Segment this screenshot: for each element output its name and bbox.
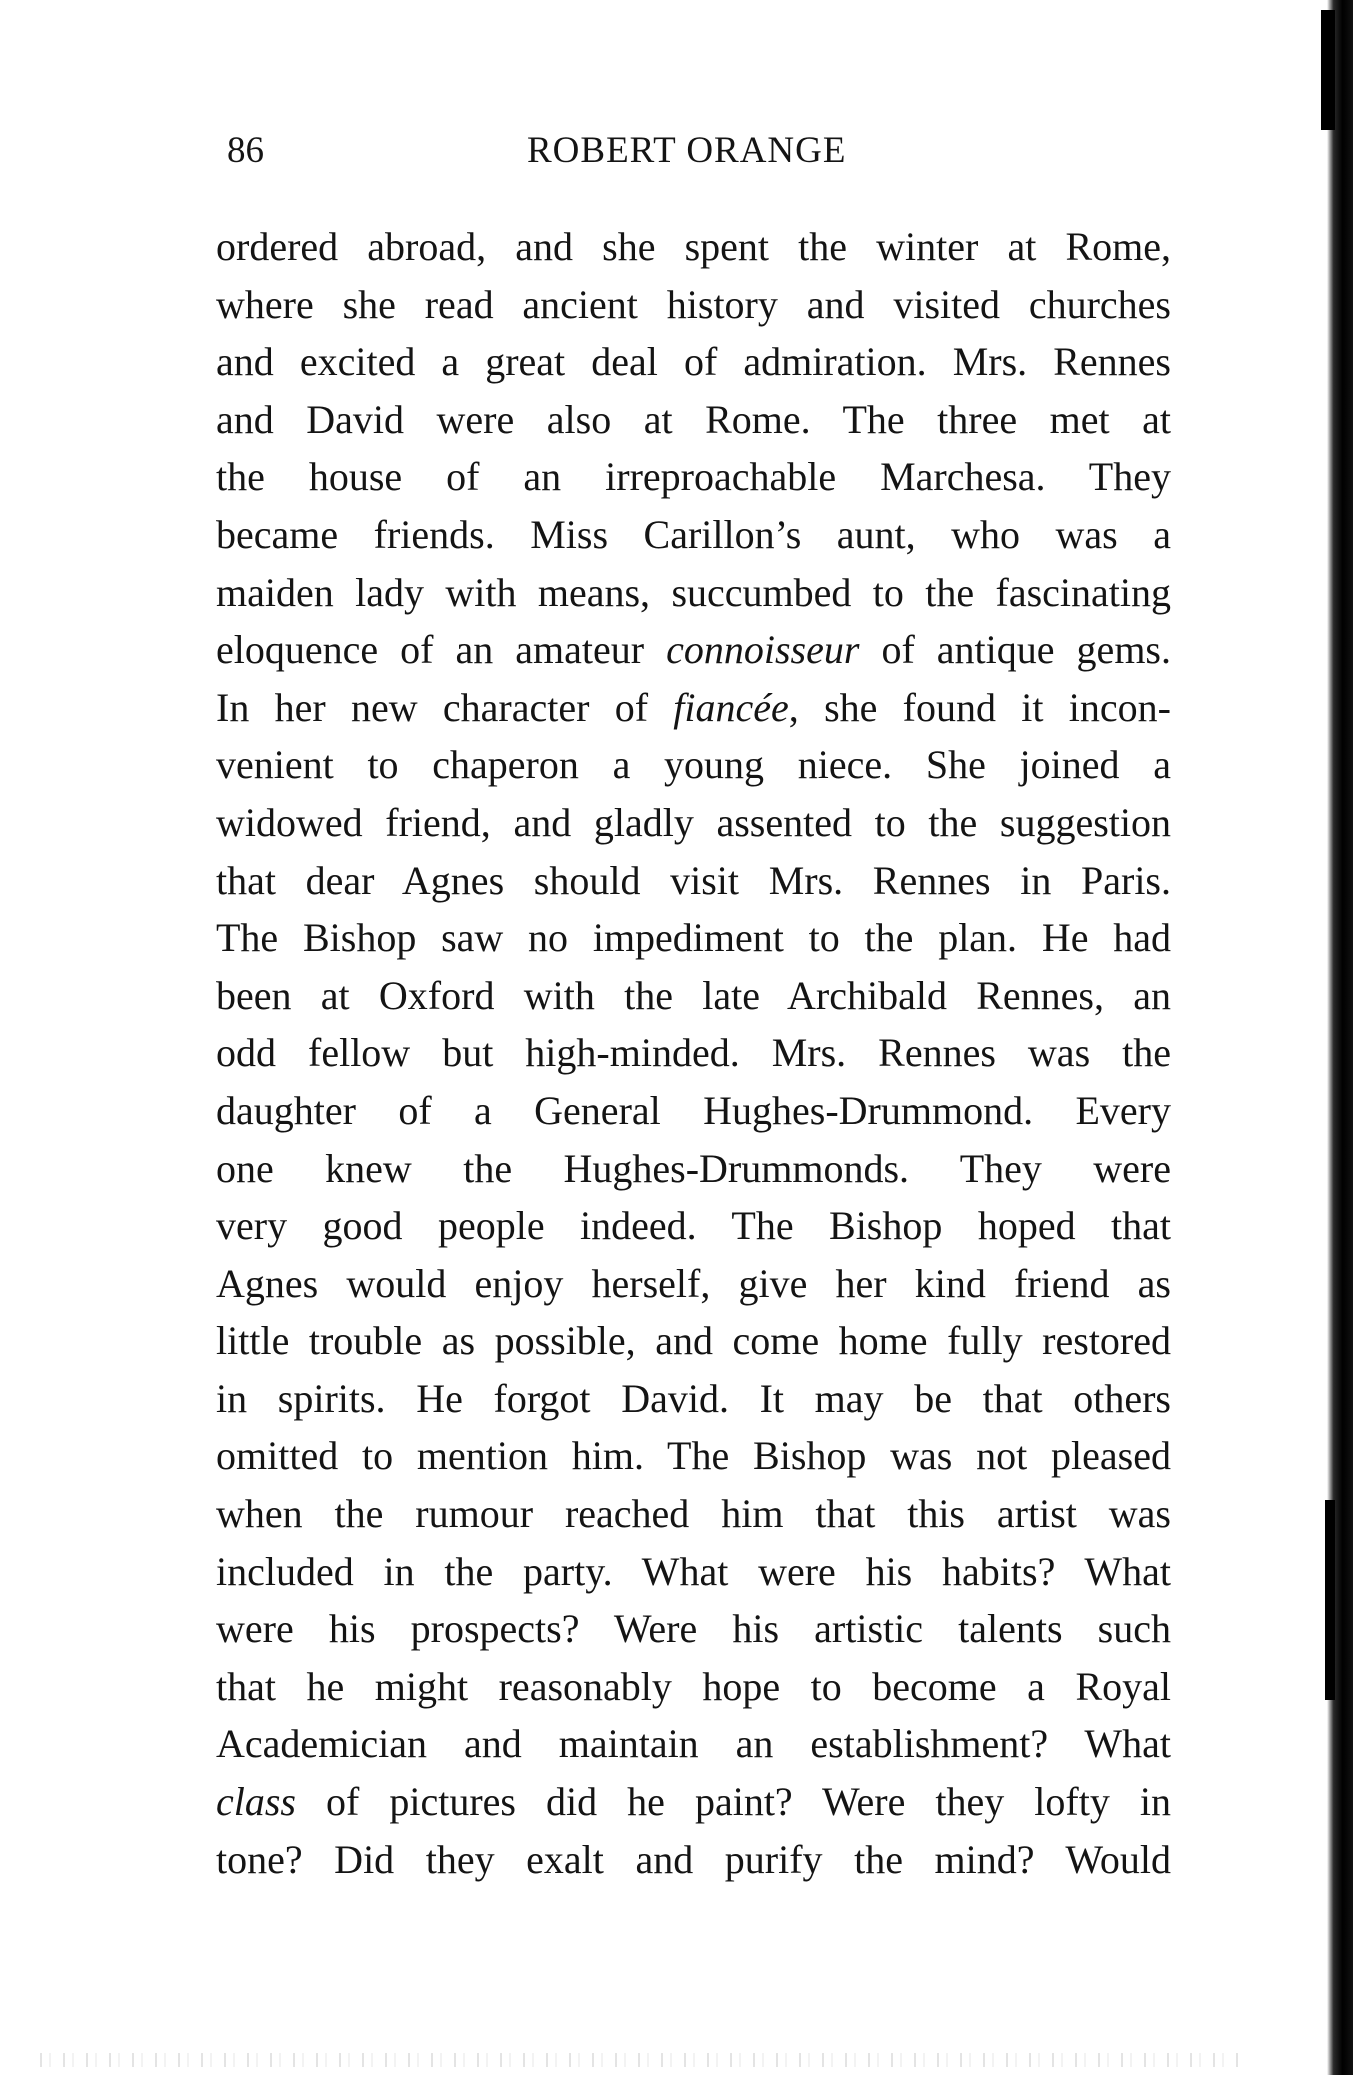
text-line: very good people indeed. The Bishop hoped that: [216, 1203, 1171, 1249]
text-line: widowed friend, and gladly assented to the suggestion: [216, 799, 1171, 845]
italic-word: fiancée: [673, 684, 789, 730]
page-edge-mark: [1325, 1500, 1335, 1700]
text-line: omitted to mention him. The Bishop was not pleased: [216, 1433, 1171, 1479]
text-line: Academician and maintain an establishment? What: [216, 1721, 1171, 1767]
text-line: in spirits. He forgot David. It may be that others: [216, 1375, 1171, 1421]
text-line: and David were also at Rome. The three met at: [216, 396, 1171, 442]
text-line: that he might reasonably hope to become a Royal: [216, 1663, 1171, 1709]
page-number: 86: [227, 130, 264, 171]
italic-word: connoisseur: [666, 627, 860, 673]
text-line: Agnes would enjoy herself, give her kind friend as: [216, 1260, 1171, 1306]
text-line: maiden lady with means, succumbed to the fascinating: [216, 569, 1171, 615]
text-line: where she read ancient history and visited churches: [216, 281, 1171, 327]
text-line: The Bishop saw no impediment to the plan. He had: [216, 915, 1171, 961]
text-line: and excited a great deal of admiration. Mrs. Rennes: [216, 339, 1171, 385]
scan-noise: [40, 2053, 1240, 2067]
text-line: included in the party. What were his habits? What: [216, 1548, 1171, 1594]
text-line: little trouble as possible, and come home fully restored: [216, 1318, 1171, 1364]
page-edge-mark: [1321, 10, 1335, 130]
page-edge-shadow: [1327, 0, 1353, 2075]
text-line: eloquence of an amateur connoisseur of antique gems.: [216, 627, 1171, 673]
book-title: ROBERT ORANGE: [527, 130, 847, 171]
body-text: [216, 218, 1171, 1888]
text-line: odd fellow but high-minded. Mrs. Rennes was the: [216, 1030, 1171, 1076]
text-line: that dear Agnes should visit Mrs. Rennes in Paris.: [216, 857, 1171, 903]
text-line: class of pictures did he paint? Were they lofty in: [216, 1779, 1171, 1825]
text-line: tone? Did they exalt and purify the mind? Would: [216, 1836, 1171, 1882]
text-line: the house of an irreproachable Marchesa. They: [216, 454, 1171, 500]
text-line: one knew the Hughes-Drummonds. They were: [216, 1145, 1171, 1191]
text-line: daughter of a General Hughes-Drummond. Every: [216, 1087, 1171, 1133]
text-line: became friends. Miss Carillon’s aunt, who was a: [216, 511, 1171, 557]
italic-word: class: [216, 1779, 296, 1825]
running-head: [227, 126, 1165, 176]
text-line: when the rumour reached him that this artist was: [216, 1491, 1171, 1537]
text-line: were his prospects? Were his artistic talents such: [216, 1606, 1171, 1652]
text-line: In her new character of fiancée, she found it incon-: [216, 684, 1171, 730]
text-line: venient to chaperon a young niece. She joined a: [216, 742, 1171, 788]
text-line: been at Oxford with the late Archibald Rennes, an: [216, 972, 1171, 1018]
text-line: ordered abroad, and she spent the winter at Rome,: [216, 224, 1171, 269]
